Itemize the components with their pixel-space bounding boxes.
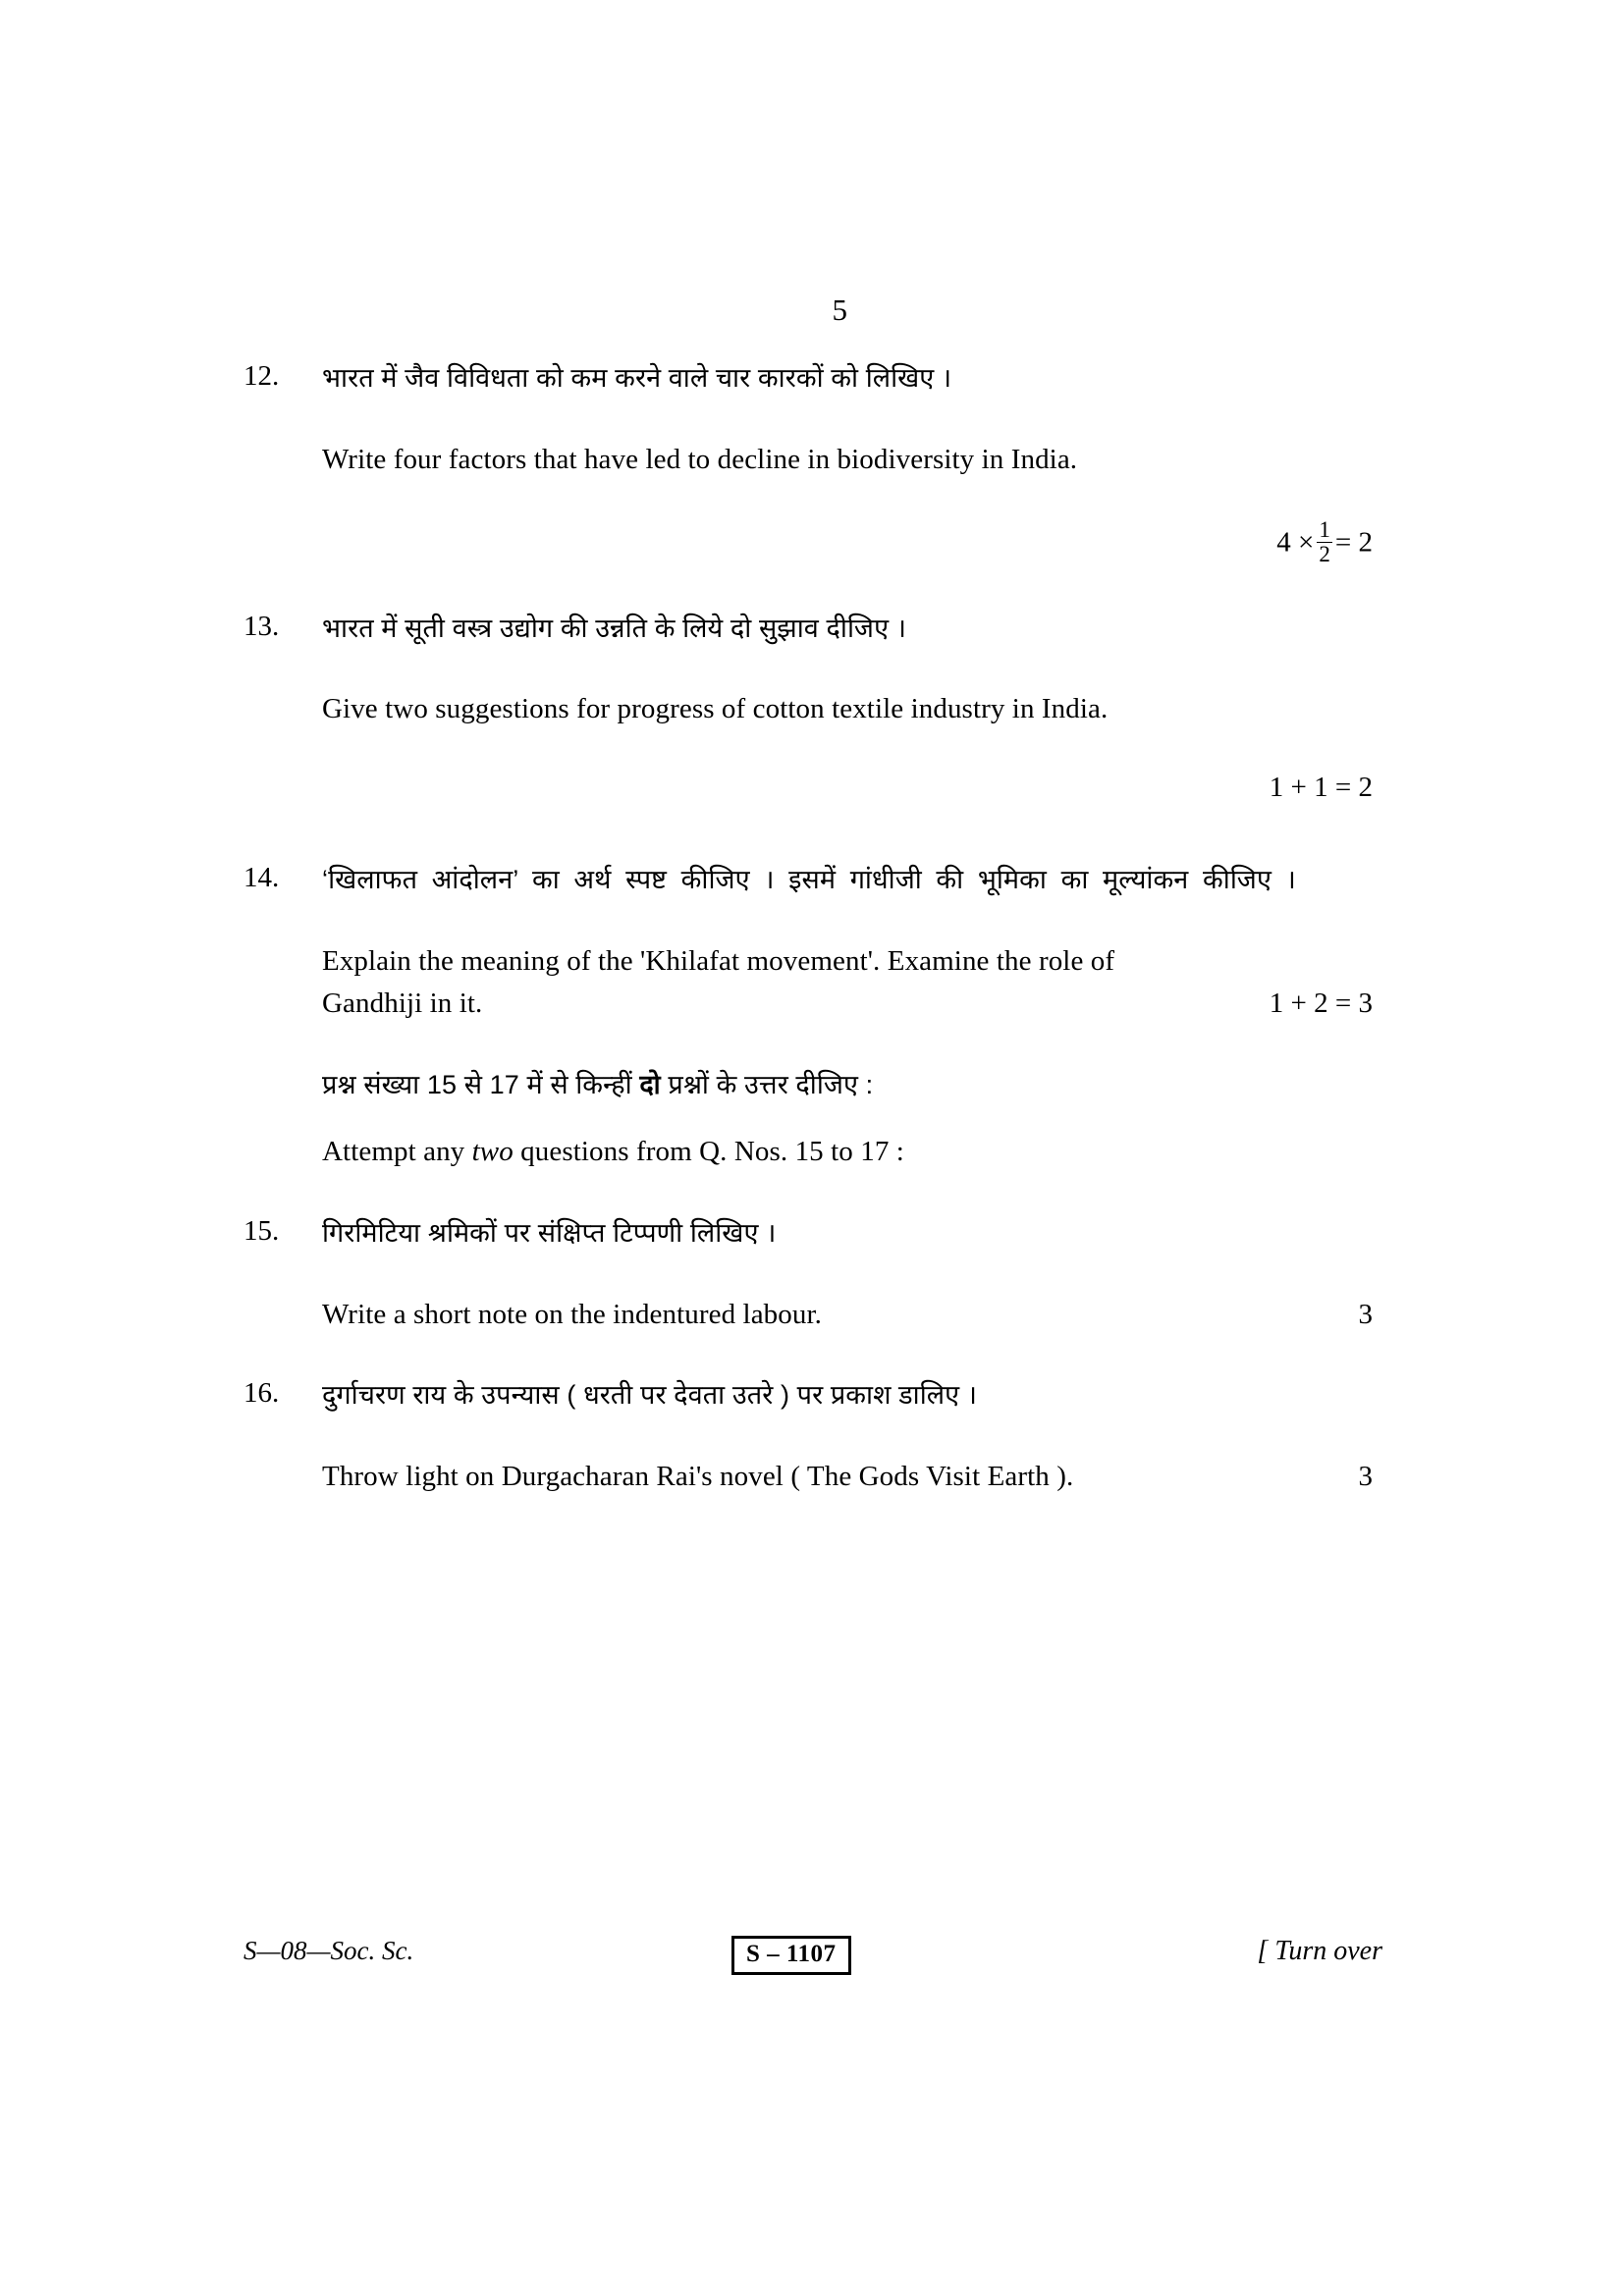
- question-english-row: [322, 1294, 1382, 1337]
- turn-over-label: [ Turn over: [1257, 1936, 1382, 1966]
- instruction-hindi-part2: प्रश्नों के उत्तर दीजिए :: [660, 1069, 874, 1099]
- spacer: [322, 1416, 1382, 1456]
- spacer: [322, 731, 1382, 771]
- fraction-denominator: 2: [1319, 542, 1330, 567]
- question-number: 13.: [243, 610, 280, 642]
- question-block-13: [243, 609, 1382, 805]
- question-text-english-line1: Explain the meaning of the 'Khilafat movement'. Examine the role of: [322, 944, 1115, 977]
- question-text-hindi: भारत में सूती वस्त्र उद्योग की उन्नति के लिये दो सुझाव दीजिए ।: [322, 613, 907, 643]
- marks-allocation: 3: [1358, 1298, 1373, 1330]
- instruction-english-part2: questions from Q. Nos. 15 to 17 :: [513, 1136, 904, 1168]
- question-english-line2-row: [322, 983, 1382, 1026]
- instruction-hindi: [322, 1065, 1382, 1106]
- question-text-hindi: दुर्गाचरण राय के उपन्यास ( धरती पर देवता उतरे ) पर प्रकाश डालिए ।: [322, 1380, 978, 1411]
- spacer: [322, 1105, 1382, 1131]
- marks-allocation: 1 + 1 = 2: [1269, 771, 1373, 803]
- marks-allocation: 1 + 2 = 3: [1269, 988, 1373, 1020]
- question-text-english-line2: Gandhiji in it.: [322, 988, 483, 1020]
- question-text-english: Throw light on Durgacharan Rai's novel ( The Gods Visit Earth ).: [322, 1461, 1074, 1493]
- question-block-12: [243, 358, 1382, 569]
- question-text-hindi: गिरमिटिया श्रमिकों पर संक्षिप्त टिप्पणी लिखिए ।: [322, 1217, 777, 1248]
- instruction-english-emphasis: two: [471, 1136, 514, 1168]
- question-text-hindi: ‘खिलाफत आंदोलन’ का अर्थ स्पष्ट कीजिए । इसमें गांधीजी की भूमिका का मूल्यांकन कीजिए ।: [322, 864, 1296, 894]
- instruction-hindi-emphasis: दो: [639, 1069, 661, 1099]
- instruction-english: [322, 1131, 1382, 1174]
- question-text-english: Write four factors that have led to decline in biodiversity in India.: [322, 443, 1078, 475]
- question-number: 14.: [243, 861, 280, 893]
- question-english-row: [322, 1456, 1382, 1499]
- instruction-block: [243, 1065, 1382, 1174]
- spacer: [243, 805, 1382, 860]
- question-number: 16.: [243, 1377, 280, 1410]
- paper-subject-label: S—08—Soc. Sc.: [243, 1936, 414, 1965]
- fraction-numerator: 1: [1319, 517, 1330, 543]
- spacer: [243, 1026, 1382, 1065]
- spacer: [322, 1255, 1382, 1294]
- spacer: [243, 1336, 1382, 1375]
- spacer: [322, 649, 1382, 688]
- spacer: [322, 400, 1382, 439]
- question-block-14: [243, 860, 1382, 1026]
- paper-code-box: S – 1107: [731, 1936, 851, 1975]
- question-text-english: Write a short note on the indentured labour.: [322, 1298, 822, 1330]
- marks-prefix: 4 ×: [1276, 526, 1315, 559]
- spacer: [322, 901, 1382, 940]
- instruction-english-part1: Attempt any: [322, 1136, 472, 1168]
- page-content: [243, 294, 1382, 1499]
- marks-allocation: 3: [1358, 1461, 1373, 1493]
- spacer: [243, 1174, 1382, 1213]
- page-number: 5: [832, 293, 848, 327]
- page-footer: [243, 1936, 1382, 1979]
- question-block-15: [243, 1213, 1382, 1336]
- question-number: 12.: [243, 360, 280, 392]
- instruction-hindi-part1: प्रश्न संख्या 15 से 17 में से किन्हीं: [322, 1069, 640, 1099]
- marks-fraction: [1317, 518, 1332, 566]
- question-number: 15.: [243, 1214, 280, 1247]
- marks-allocation: [322, 517, 1382, 568]
- question-text-english: Give two suggestions for progress of cotton textile industry in India.: [322, 693, 1109, 725]
- spacer: [322, 481, 1382, 520]
- spacer: [243, 569, 1382, 609]
- question-text-hindi: भारत में जैव विविधता को कम करने वाले चार कारकों को लिखिए ।: [322, 363, 952, 393]
- question-block-16: [243, 1375, 1382, 1498]
- marks-suffix: = 2: [1334, 526, 1373, 559]
